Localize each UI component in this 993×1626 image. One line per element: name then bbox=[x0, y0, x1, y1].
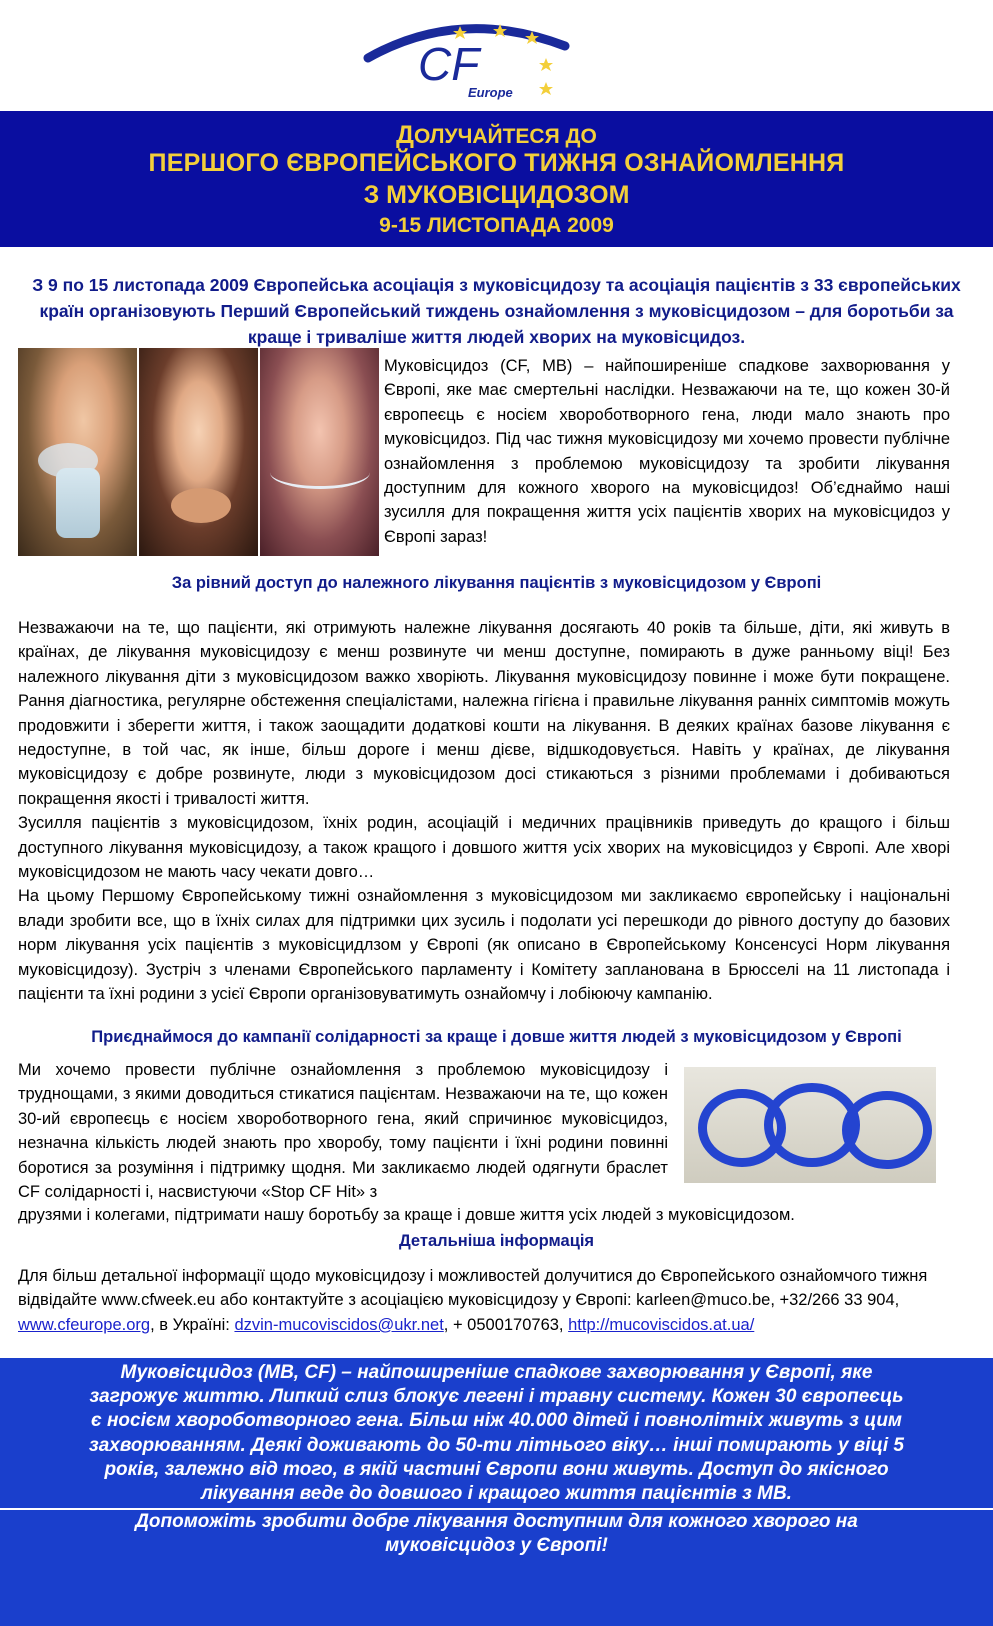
child-with-nebulizer-photo bbox=[18, 348, 137, 556]
solidarity-paragraph: Ми хочемо провести публічне ознайомлення з проблемою муковісцидозу і труднощами, з якими доводиться стикатися пацієнтам. Незважаючи на те, що кожен 30-ий європеєць є носієм хвороботворного гена, який спричинює муковісцидоз, незначна кількість людей знають про хворобу, тому пацієнти і їхні родини повинні боротися за розуміння і підтримку щодня. Ми закликаємо людей одягнути браслет CF солідарності і, насвистуючи «Stop CF Hit» з bbox=[18, 1061, 668, 1202]
oxygen-tube bbox=[270, 456, 370, 489]
section-more-info-heading: Детальніша інформація bbox=[398, 1232, 595, 1250]
solidarity-paragraph-end: друзями і колегами, підтримати нашу боротьбу за краще і довше життя усіх людей з муковісцидозом. bbox=[18, 1206, 795, 1224]
cf-description-paragraph: Муковісцидоз (CF, МВ) – найпоширеніше спадкове захворювання у Європі, яке має смертельні наслідки. Незважаючи на те, що кожен 30-й європеєць є носієм хвороботворного гена, люди мало знають про муковісцидоз. Під час тижня муковісцидозу ми хочемо провести публічне ознайомлення з проблемою муковісцидозу та зробити лікування доступним для кожного хворого на муковісцидоз! Об’єднаймо наші зусилля для покращення життя усіх пацієнтів хворих на муковісцидоз у Європі зараз! bbox=[384, 357, 950, 546]
footer-line-3: є носієм хвороботворного гена. Більш ніж 40.000 дітей і повнолітніх живуть з цим bbox=[90, 1410, 902, 1432]
equal-access-paragraph-1: Незважаючи на те, що пацієнти, які отримують належне лікування досягають 40 років та більше, діти, які живуть в країнах, де лікування муковісцидозу є менш розвинуте чи менш доступне, помирають в дуже ранньому віці! Без належного лікування діти з муковісцидозом важко хворіють. Лікування муковісцидозу повинне і може бути покращене. Рання діагностика, регулярне обстеження спеціалістами, належна гігієна і правильне лікування ранніх симптомів можуть продовжити і зберегти життя, і також заощадити додаткові кошти на лікування. В деяких країнах базове лікування є недоступне, в той час, як інше, більш дороге і менш дієве, відшкодовується. Навіть у країнах, де лікування муковісцидозу є добре розвинуте, люди з муковісцидозом досі стикаються з різними проблемами і добиваються покращення якості і тривалості життя. bbox=[18, 619, 950, 808]
section-solidarity-heading: Приєднаймося до кампанії солідарності за краще і довше життя людей з муковісцидозом у Європі bbox=[91, 1028, 902, 1046]
section-equal-access-heading: За рівний доступ до належного лікування пацієнтів з муковісцидозом у Європі bbox=[171, 574, 822, 592]
header-line-1 bbox=[0, 121, 993, 150]
footer-cta-line-2: муковісцидоз у Європі! bbox=[385, 1535, 608, 1557]
bracelet bbox=[842, 1091, 932, 1169]
more-info-paragraph bbox=[18, 1264, 950, 1337]
footer-line-4: захворюванням. Деякі доживають до 50-ти літнього віку… інші помирають у віці 5 bbox=[89, 1434, 904, 1456]
intro-line-2: країн організовують Перший Європейський тиждень ознайомлення з муковісцидозом – для боротьби за bbox=[39, 301, 954, 321]
footer-line-2: загрожує життю. Липкий слиз блокує легені і травну систему. Кожен 30 європеєць bbox=[89, 1386, 904, 1408]
header-line-1-initial: Д bbox=[396, 121, 414, 149]
more-info-text-1: Для більш детальної інформації щодо муковісцидозу і можливостей долучитися до Європейського ознайомчого тижня відвідайте www.cfweek.eu або контактуйте з асоціацією муковісцидозу у Європі: karleen@muco.be, +32/266 33 904, bbox=[18, 1267, 928, 1310]
header-line-2: ПЕРШОГО ЄВРОПЕЙСЬКОГО ТИЖНЯ ОЗНАЙОМЛЕННЯ bbox=[148, 149, 845, 177]
more-info-text-3: , + 0500170763, bbox=[443, 1315, 569, 1334]
intro-line-1: З 9 по 15 листопада 2009 Європейська асоціація з муковісцидозу та асоціація пацієнтів з 33 європейських bbox=[32, 275, 961, 295]
cf-europe-logo bbox=[360, 18, 575, 102]
logo-letters: CF bbox=[418, 38, 480, 90]
cfeurope-link[interactable]: www.cfeurope.org bbox=[18, 1315, 151, 1334]
footer-call-to-action bbox=[28, 1510, 965, 1558]
patients-photo-strip bbox=[18, 348, 379, 556]
ukraine-email-link[interactable]: dzvin-mucoviscidos@ukr.net bbox=[234, 1315, 444, 1334]
header-line-1-rest: ОЛУЧАЙТЕСЯ ДО bbox=[413, 125, 597, 148]
logo-subtitle: Europe bbox=[468, 85, 513, 100]
footer-line-6: лікування веде до довшого і кращого життя пацієнтів з МВ. bbox=[201, 1483, 792, 1505]
header-banner bbox=[0, 111, 993, 247]
girl-with-pills-photo bbox=[137, 348, 258, 556]
hand-with-pills bbox=[171, 488, 231, 523]
equal-access-paragraph-2: Зусилля пацієнтів з муковісцидозом, їхніх родин, асоціацій і медичних працівників приведуть до кращого і більш доступного лікування муковісцидозу, а також кращого і довшого життя усіх хворих на муковісцидоз у Європі. Але хворі муковісцидозом не мають часу чекати довго… bbox=[18, 814, 950, 882]
footer-cta-line-1: Допоможіть зробити добре лікування доступним для кожного хворого на bbox=[135, 1511, 858, 1532]
nebulizer-cup bbox=[56, 468, 100, 538]
footer-line-5: років, залежно від того, в якій частині Європи вони живуть. Доступ до якісного bbox=[104, 1458, 889, 1480]
woman-with-oxygen-photo bbox=[258, 348, 379, 556]
cf-europe-logo-graphic bbox=[360, 18, 575, 102]
mucoviscidos-site-link[interactable]: http://mucoviscidos.at.ua/ bbox=[568, 1315, 755, 1334]
header-line-3: З МУКОВІСЦИДОЗОМ bbox=[363, 181, 630, 209]
section-equal-access-body bbox=[18, 616, 950, 1007]
solidarity-bracelets-photo bbox=[684, 1067, 936, 1183]
intro-text bbox=[18, 272, 975, 350]
header-date: 9-15 ЛИСТОПАДА 2009 bbox=[379, 214, 614, 237]
intro-line-3: краще і триваліше життя людей хворих на муковісцидоз. bbox=[247, 327, 746, 347]
footer-banner bbox=[0, 1358, 993, 1626]
equal-access-paragraph-3: На цьому Першому Європейському тижні ознайомлення з муковісцидозом ми закликаємо європейську і національні влади зробити все, що в їхніх силах для підтримки цих зусиль і подолати усі перешкоди до рівного доступу до базових норм лікування усіх пацієнтів з муковісцидлзом у Європі (як описано в Європейському Консенсусі Норм лікування муковісцидозу). Зустріч з членами Європейського парламенту і Комітету запланована в Брюсселі на 11 листопада і пацієнти та їхні родини з усієї Європи організовуватимуть ознайомчу і лобіюючу кампанію. bbox=[18, 887, 950, 1004]
footer-summary bbox=[28, 1361, 965, 1506]
more-info-text-2: , в Україні: bbox=[150, 1315, 235, 1334]
footer-line-1: Муковісцидоз (МВ, CF) – найпоширеніше спадкове захворювання у Європі, яке bbox=[120, 1362, 873, 1383]
